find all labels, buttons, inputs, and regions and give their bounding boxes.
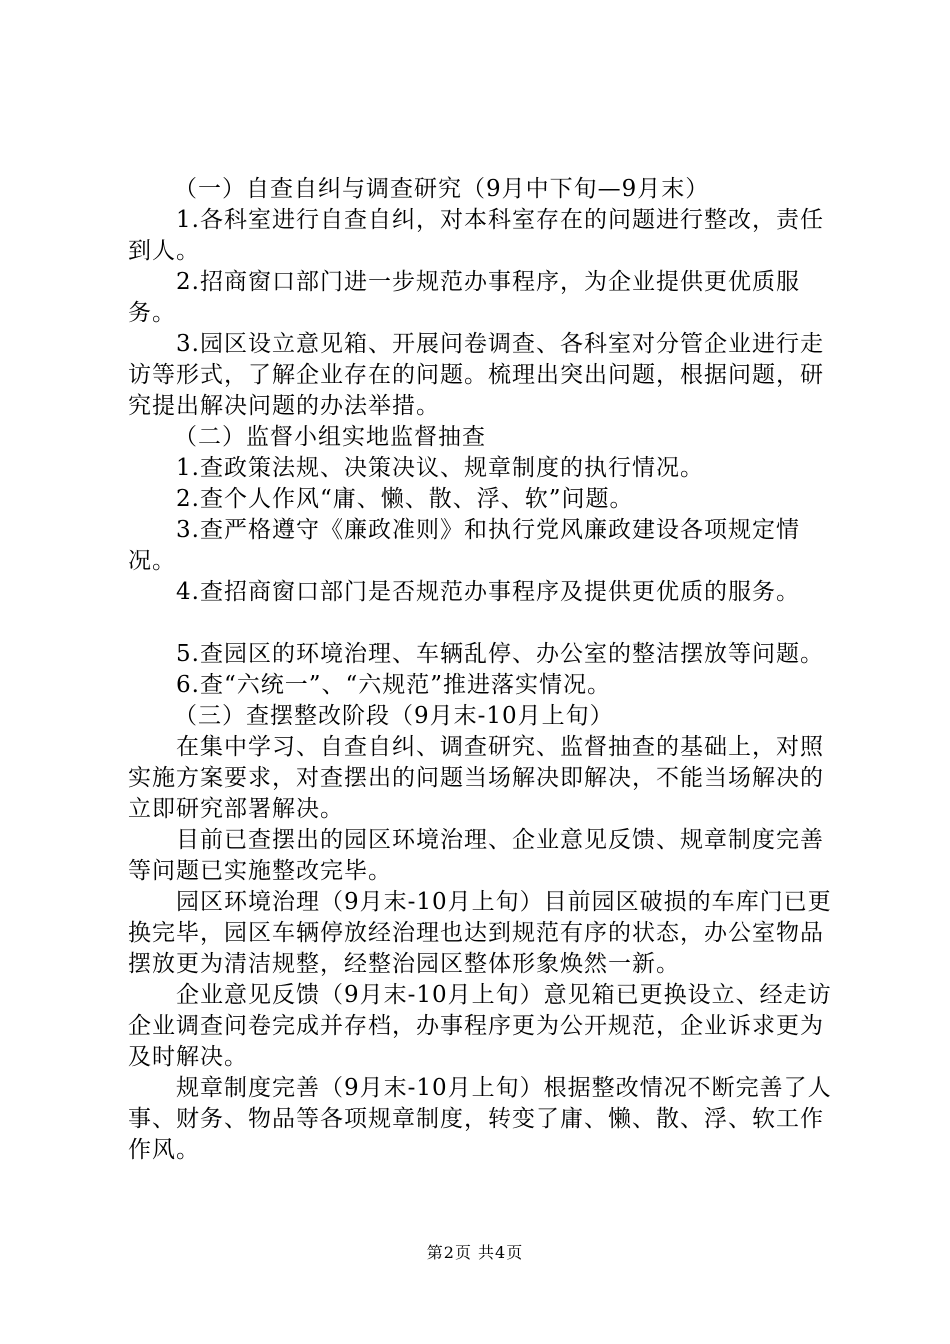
document-body (128, 174, 840, 1166)
paragraph: 2.招商窗口部门进一步规范办事程序，为企业提供更优质服务。 (128, 269, 800, 326)
section-heading-3: （三）查摆整改阶段（9月末-10月上旬） (174, 703, 614, 729)
paragraph: 1.各科室进行自查自纠，对本科室存在的问题进行整改，责任到人。 (128, 207, 824, 264)
paragraph: 4.查招商窗口部门是否规范办事程序及提供更优质的服务。 (176, 579, 800, 605)
section-heading-1: （一）自查自纠与调查研究（9月中下旬—9月末） (174, 176, 710, 202)
paragraph: 企业意见反馈（9月末-10月上旬）意见箱已更换设立、经走访企业调查问卷完成并存档，办事程序更为公开规范，企业诉求更为及时解决。 (128, 982, 832, 1070)
paragraph: 1.查政策法规、决策决议、规章制度的执行情况。 (176, 455, 704, 481)
section-heading-2: （二）监督小组实地监督抽查 (174, 424, 486, 450)
paragraph: 目前已查摆出的园区环境治理、企业意见反馈、规章制度完善等问题已实施整改完毕。 (128, 827, 824, 884)
paragraph: 在集中学习、自查自纠、调查研究、监督抽查的基础上，对照实施方案要求，对查摆出的问题当场解决即解决，不能当场解决的立即研究部署解决。 (128, 734, 824, 822)
paragraph: 3.园区设立意见箱、开展问卷调查、各科室对分管企业进行走访等形式，了解企业存在的问题。梳理出突出问题，根据问题，研究提出解决问题的办法举措。 (128, 331, 824, 419)
paragraph: 5.查园区的环境治理、车辆乱停、办公室的整洁摆放等问题。 (176, 641, 824, 667)
paragraph: 2.查个人作风“庸、懒、散、浮、软”问题。 (176, 486, 634, 512)
paragraph: 规章制度完善（9月末-10月上旬）根据整改情况不断完善了人事、财务、物品等各项规章制度，转变了庸、懒、散、浮、软工作作风。 (128, 1075, 832, 1163)
paragraph: 3.查严格遵守《廉政准则》和执行党风廉政建设各项规定情况。 (128, 517, 800, 574)
paragraph: 6.查“六统一”、“六规范”推进落实情况。 (176, 672, 611, 698)
paragraph: 园区环境治理（9月末-10月上旬）目前园区破损的车库门已更换完毕，园区车辆停放经治理也达到规范有序的状态，办公室物品摆放更为清洁规整，经整治园区整体形象焕然一新。 (128, 889, 832, 977)
page-number-footer: 第2页 共4页 (426, 1243, 524, 1262)
